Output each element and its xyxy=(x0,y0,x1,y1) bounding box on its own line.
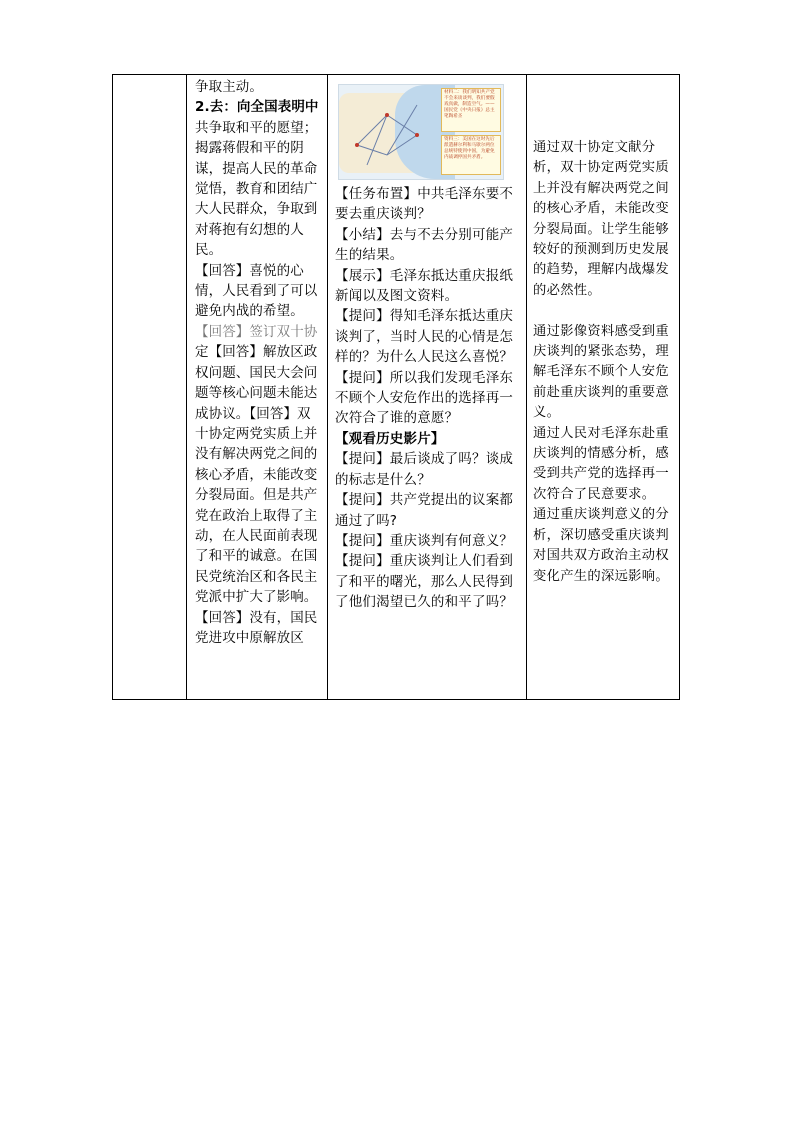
question-line: 【展示】毛泽东抵达重庆报纸 xyxy=(335,267,514,284)
activity-line: 觉悟，教育和团结广 xyxy=(195,181,318,198)
route-lines xyxy=(347,95,439,173)
activity-line: 【回答】喜悦的心 xyxy=(195,262,304,279)
intent-line: 通过影像资料感受到重 xyxy=(533,323,669,339)
question-line: 【观看历史影片】 xyxy=(335,430,445,447)
intent-line: 的必然性。 xyxy=(533,282,601,298)
activity-line: 【回答】没有，国民 xyxy=(195,609,318,626)
question-line: 谈判了，当时人民的心情是怎 xyxy=(335,328,514,345)
activity-line: 十协定两党实质上并 xyxy=(195,425,318,442)
intent-line: 上并没有解决两党之间 xyxy=(533,180,669,196)
activity-line: 民。 xyxy=(195,242,223,259)
activity-line: 成协议。【回答】双 xyxy=(195,405,311,422)
activity-line: 揭露蒋假和平的阴 xyxy=(195,140,304,157)
chongqing-negotiation-map-image xyxy=(338,84,504,180)
question-line: 【小结】去与不去分别可能产 xyxy=(335,226,514,243)
activity-line: 【回答】签订双十协 xyxy=(195,323,318,340)
map-note-2: 资料三：美国在这时先后派遣赫尔利和马歇尔两位总统特使到中国，为避免内战调停国共矛盾。 xyxy=(441,135,501,175)
intent-line: 通过人民对毛泽东赴重 xyxy=(533,425,669,441)
intent-line: 对国共双方政治主动权 xyxy=(533,548,669,564)
activity-line: 2.去：向全国表明中 xyxy=(195,99,319,116)
activity-line: 党进攻中原解放区 xyxy=(195,629,304,646)
question-line: 次符合了谁的意愿？ xyxy=(335,410,459,427)
design-intent-column xyxy=(527,75,680,699)
lesson-table xyxy=(112,74,680,700)
activity-line: 没有解决两党之间的 xyxy=(195,446,318,463)
intent-line: 次符合了民意要求。 xyxy=(533,486,656,502)
question-line: 【任务布置】中共毛泽东要不 xyxy=(335,186,514,202)
activity-line: 民党统治区和各民主 xyxy=(195,568,318,585)
question-line: 不顾个人安危作出的选择再一 xyxy=(335,390,514,407)
question-line: 生的结果。 xyxy=(335,247,404,264)
teacher-activity-column xyxy=(328,75,527,699)
activity-line: 定【回答】解放区政 xyxy=(195,344,318,361)
intent-line: 的趋势，理解内战爆发 xyxy=(533,262,669,278)
activity-line: 共争取和平的愿望； xyxy=(195,119,318,136)
intent-line: 庆谈判的紧张态势，理 xyxy=(533,344,669,360)
intent-line: 通过重庆谈判意义的分 xyxy=(533,507,669,523)
question-line: 【提问】所以我们发现毛泽东 xyxy=(335,369,514,386)
activity-line: 党派中扩大了影响。 xyxy=(195,589,318,606)
activity-line: 对蒋抱有幻想的人 xyxy=(195,221,304,238)
question-line: 要去重庆谈判？ xyxy=(335,206,431,223)
intent-gap xyxy=(533,301,676,321)
question-line: 新闻以及图文资料。 xyxy=(335,288,459,305)
intent-line: 义。 xyxy=(533,405,561,421)
question-line: 了他们渴望已久的和平了吗？ xyxy=(335,594,514,611)
stage-column xyxy=(113,75,187,699)
question-line: 【提问】共产党提出的议案都 xyxy=(335,492,514,509)
intent-line: 分裂局面。让学生能够 xyxy=(533,221,669,237)
activity-line: 避免内战的希望。 xyxy=(195,303,304,320)
activity-line: 动，在人民面前表现 xyxy=(195,527,318,544)
activity-line: 情，人民看到了可以 xyxy=(195,283,318,300)
intent-line: 析，深切感受重庆谈判 xyxy=(533,527,669,543)
question-line: 的标志是什么？ xyxy=(335,471,431,488)
activity-line: 权问题、国民大会问 xyxy=(195,364,318,381)
intent-line: 解毛泽东不顾个人安危 xyxy=(533,364,669,380)
intent-line: 庆谈判的情感分析，感 xyxy=(533,446,669,462)
activity-line: 题等核心问题未能达 xyxy=(195,385,318,402)
intent-line: 的核心矛盾，未能改变 xyxy=(533,201,669,217)
question-line: 【提问】重庆谈判让人们看到 xyxy=(335,553,514,570)
intent-line: 较好的预测到历史发展 xyxy=(533,242,669,258)
intent-line: 前赴重庆谈判的重要意 xyxy=(533,384,669,400)
question-line: 了和平的曙光，那么人民得到 xyxy=(335,573,514,590)
map-note-1: 材料二：我们明知共产党不会来谈谈判，我们要假戏真做，制造空气。——国民党《中央日报》总主笔陶希圣 xyxy=(441,88,501,132)
activity-line: 了和平的诚意。在国 xyxy=(195,548,318,565)
question-line: 通过了吗? xyxy=(335,512,398,529)
activity-line: 党在政治上取得了主 xyxy=(195,507,318,524)
activity-line: 分裂局面。但是共产 xyxy=(195,487,318,504)
student-activity-column xyxy=(187,75,328,699)
intent-line: 析，双十协定两党实质 xyxy=(533,160,669,176)
intent-line: 受到共产党的选择再一 xyxy=(533,466,669,482)
intent-line: 通过双十协定文献分 xyxy=(533,140,656,155)
question-line: 【提问】最后谈成了吗？谈成 xyxy=(335,451,514,468)
activity-line: 核心矛盾，未能改变 xyxy=(195,466,318,483)
question-line: 样的？为什么人民这么喜悦？ xyxy=(335,349,514,366)
question-line: 【提问】重庆谈判有何意义？ xyxy=(335,532,514,549)
question-line: 【提问】得知毛泽东抵达重庆 xyxy=(335,308,514,325)
activity-line: 争取主动。 xyxy=(195,79,263,95)
activity-line: 谋，提高人民的革命 xyxy=(195,160,318,177)
intent-line: 变化产生的深远影响。 xyxy=(533,568,669,584)
activity-line: 大人民群众，争取到 xyxy=(195,201,318,218)
